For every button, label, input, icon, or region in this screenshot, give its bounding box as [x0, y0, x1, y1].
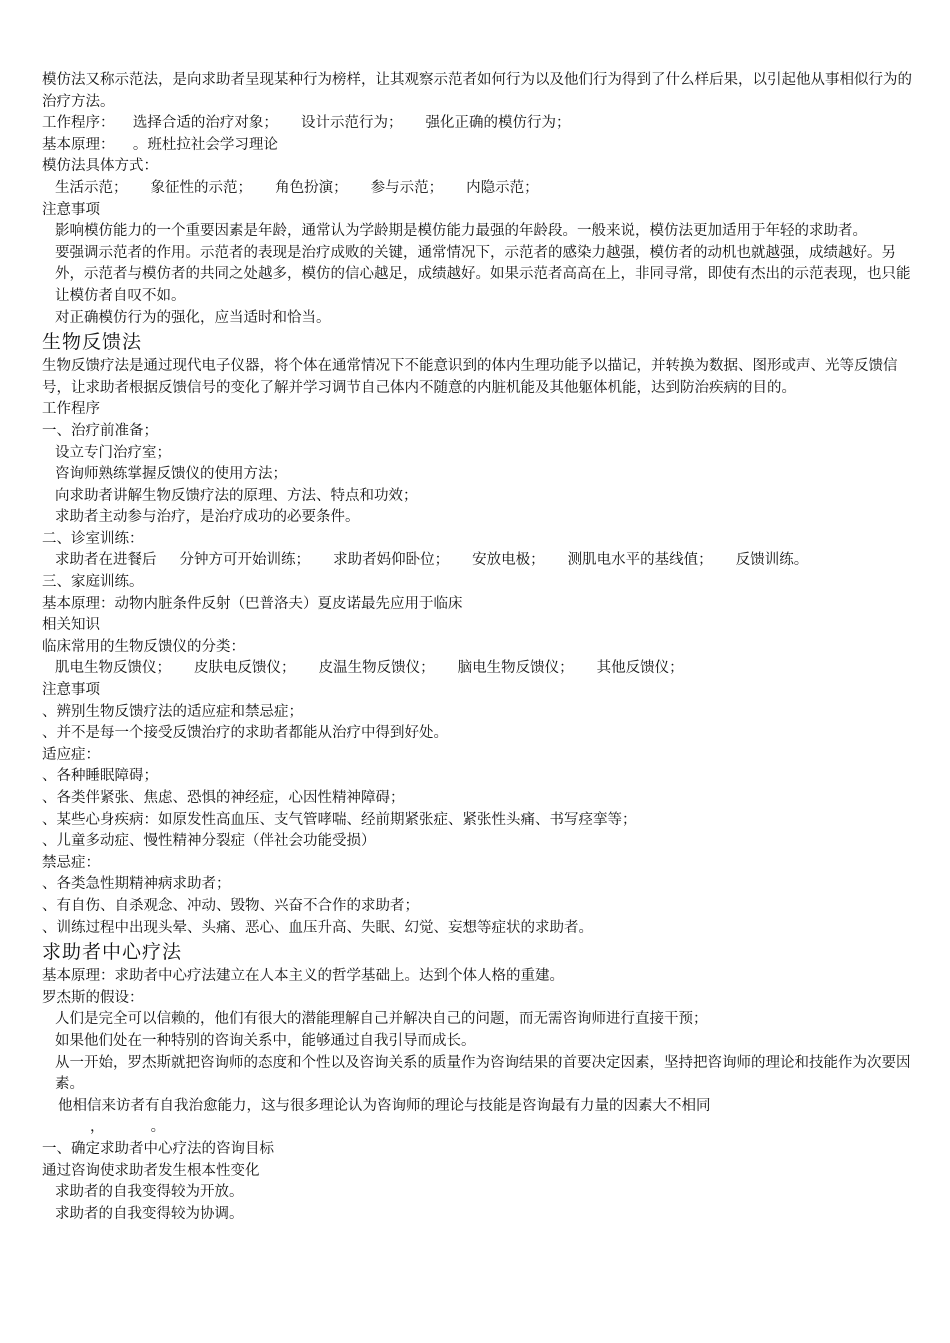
biofeedback-contra: 、有自伤、自杀观念、冲动、毁物、兴奋不合作的求助者； [42, 897, 419, 914]
document-page [42, 70, 914, 1225]
imitation-note-1: 影响模仿能力的一个重要因素是年龄，通常认为学龄期是模仿能力最强的年龄段。一般来说，模仿法更加适用于年轻的求助者。 [55, 223, 867, 240]
biofeedback-related-title: 相关知识 [42, 617, 100, 634]
biofeedback-step-2-items: 求助者在进餐后 分钟方可开始训练； 求助者妈仰卧位； 安放电极； 测肌电水平的基线值； 反馈训练。 [55, 552, 809, 569]
biofeedback-step-3: 三、家庭训练。 [42, 574, 144, 591]
biofeedback-procedure-title: 工作程序 [42, 401, 100, 418]
biofeedback-heading: 生物反馈法 [42, 331, 143, 354]
rogers-assumption-2: 如果他们处在一种特别的咨询关系中，能够通过自我引导而成长。 [55, 1032, 476, 1049]
imitation-methods: 生活示范； 象征性的示范； 角色扮演； 参与示范； 内隐示范； [55, 179, 539, 196]
biofeedback-step-1-item: 向求助者讲解生物反馈疗法的原理、方法、特点和功效； [55, 487, 418, 504]
biofeedback-indication: 、儿童多动症、慢性精神分裂症（伴社会功能受损） [42, 833, 376, 850]
goal-title: 一、确定求助者中心疗法的咨询目标 [42, 1140, 274, 1157]
imitation-note-2: 要强调示范者的作用。示范者的表现是治疗成败的关键，通常情况下，示范者的感染力越强，模仿者的动机也就越强，成绩越好。另外，示范者与模仿者的共同之处越多，模仿的信心越足，成绩越好。如果示范者高高在上，非同寻常，即使有杰出的示范表现，也只能让模仿者自叹不如。 [55, 244, 911, 304]
rogers-assumption-1: 人们是完全可以信赖的，他们有很大的潜能理解自己并解决自己的问题，而无需咨询师进行直接干预； [55, 1011, 708, 1028]
rogers-paragraph-4: 他相信来访者有自我治愈能力，这与很多理论认为咨询师的理论与技能是咨询最有力量的因素大不相同 [58, 1097, 711, 1114]
imitation-intro: 模仿法又称示范法，是向求助者呈现某种行为榜样，让其观察示范者如何行为以及他们行为得到了什么样后果，以引起他从事相似行为的治疗方法。 [42, 72, 912, 110]
biofeedback-contra: 、训练过程中出现头晕、头痛、恶心、血压升高、失眠、幻觉、妄想等症状的求助者。 [42, 919, 593, 936]
client-centered-principle: 基本原理：求助者中心疗法建立在人本主义的哲学基础上。达到个体人格的重建。 [42, 968, 564, 985]
biofeedback-notes-title: 注意事项 [42, 682, 100, 699]
biofeedback-principle: 基本原理：动物内脏条件反射（巴普洛夫）夏皮诺最先应用于临床 [42, 595, 463, 612]
imitation-methods-title: 模仿法具体方式： [42, 158, 158, 175]
biofeedback-step-1-item: 咨询师熟练掌握反馈仪的使用方法； [55, 466, 287, 483]
biofeedback-intro: 生物反馈疗法是通过现代电子仪器，将个体在通常情况下不能意识到的体内生理功能予以描记，并转换为数据、图形或声、光等反馈信号，让求助者根据反馈信号的变化了解并学习调节自己体内不随意的内脏机能及其他躯体机能，达到防治疾病的目的。 [42, 358, 898, 396]
biofeedback-device-title: 临床常用的生物反馈仪的分类： [42, 638, 245, 655]
biofeedback-note: 、辨别生物反馈疗法的适应症和禁忌症； [42, 703, 303, 720]
biofeedback-indication: 、各类伴紧张、焦虑、恐惧的神经症，心因性精神障碍； [42, 790, 405, 806]
biofeedback-contra: 、各类急性期精神病求助者； [42, 876, 231, 893]
rogers-title: 罗杰斯的假设： [42, 989, 144, 1006]
biofeedback-step-1-item: 求助者主动参与治疗，是治疗成功的必要条件。 [55, 509, 360, 526]
imitation-procedure: 工作程序： 选择合适的治疗对象； 设计示范行为； 强化正确的模仿行为； [42, 115, 571, 132]
biofeedback-contra-title: 禁忌症： [42, 854, 100, 871]
imitation-notes-title: 注意事项 [42, 201, 100, 218]
imitation-principle: 基本原理： 。班杜拉社会学习理论 [42, 136, 278, 153]
imitation-note-3: 对正确模仿行为的强化，应当适时和恰当。 [55, 309, 331, 326]
client-centered-heading: 求助者中心疗法 [42, 941, 183, 964]
goal-subtitle: 通过咨询使求助者发生根本性变化 [42, 1162, 260, 1179]
rogers-paragraph-3: 从一开始，罗杰斯就把咨询师的态度和个性以及咨询关系的质量作为咨询结果的首要决定因素，坚持把咨询师的理论和技能作为次要因素。 [55, 1054, 911, 1093]
biofeedback-step-1: 一、治疗前准备； [42, 422, 158, 439]
biofeedback-indications-title: 适应症： [42, 746, 100, 763]
biofeedback-step-2: 二、诊室训练： [42, 530, 144, 547]
rogers-paragraph-4-tail: ， 。 [90, 1119, 166, 1136]
biofeedback-step-1-item: 设立专门治疗室； [55, 444, 171, 461]
biofeedback-devices: 肌电生物反馈仪； 皮肤电反馈仪； 皮温生物反馈仪； 脑电生物反馈仪； 其他反馈仪； [55, 660, 684, 677]
biofeedback-indication: 、某些心身疾病：如原发性高血压、支气管哮喘、经前期紧张症、紧张性头痛、书写痉挛等； [42, 811, 637, 828]
goal-item: 求助者的自我变得较为开放。 [55, 1184, 244, 1201]
goal-item: 求助者的自我变得较为协调。 [55, 1205, 244, 1222]
biofeedback-indication: 、各种睡眠障碍； [42, 768, 158, 785]
biofeedback-note: 、并不是每一个接受反馈治疗的求助者都能从治疗中得到好处。 [42, 725, 448, 742]
